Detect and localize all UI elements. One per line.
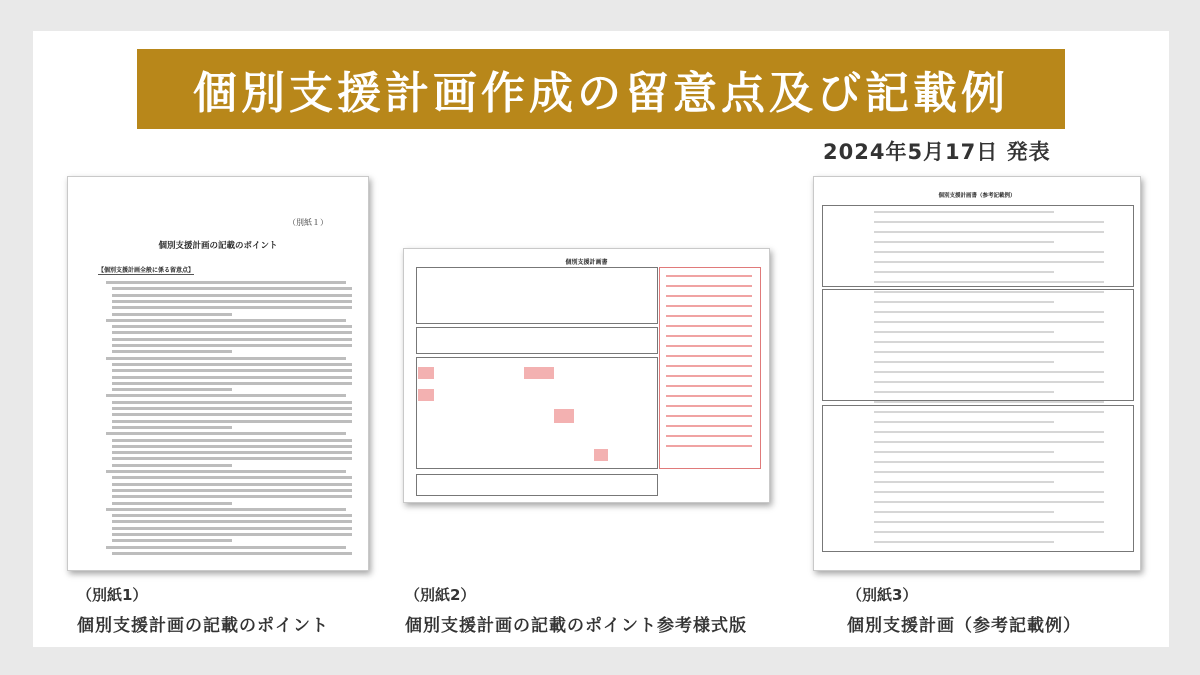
- annotation-line: [666, 345, 752, 347]
- text-line: [874, 451, 1054, 453]
- annotation-line: [666, 435, 752, 437]
- text-line: [112, 520, 352, 523]
- highlight-cell: [594, 449, 608, 461]
- text-line: [874, 391, 1054, 393]
- text-line: [106, 546, 346, 549]
- text-line: [874, 341, 1104, 343]
- text-line: [112, 483, 352, 486]
- text-line: [874, 371, 1104, 373]
- text-line: [112, 489, 352, 492]
- text-line: [112, 502, 232, 505]
- form-cell: [416, 327, 658, 354]
- annotation-line: [666, 405, 752, 407]
- text-line: [112, 313, 232, 316]
- text-line: [106, 508, 346, 511]
- sheet-title: 個別支援計画書: [565, 259, 608, 266]
- text-line: [112, 325, 352, 328]
- sheet-label: （別紙１）: [288, 218, 328, 227]
- annotation-line: [666, 415, 752, 417]
- annotation-line: [666, 285, 752, 287]
- annotation-line: [666, 425, 752, 427]
- form-cell: [416, 474, 658, 496]
- text-line: [874, 241, 1054, 243]
- document-thumbnail-2[interactable]: [403, 248, 770, 503]
- text-line: [112, 338, 352, 341]
- text-line: [106, 281, 346, 284]
- text-line: [112, 350, 232, 353]
- text-line: [112, 344, 352, 347]
- text-line: [874, 401, 1104, 403]
- form-cell: [822, 405, 1134, 552]
- text-line: [112, 533, 352, 536]
- text-line: [112, 369, 352, 372]
- annotation-line: [666, 395, 752, 397]
- annotation-line: [666, 335, 752, 337]
- sheet-title: 個別支援計画書（参考記載例）: [938, 193, 1016, 199]
- text-line: [874, 261, 1104, 263]
- text-line: [874, 251, 1104, 253]
- text-line: [112, 300, 352, 303]
- annotation-line: [666, 325, 752, 327]
- slide: [33, 31, 1169, 647]
- text-line: [874, 291, 1104, 293]
- annotation-line: [666, 445, 752, 447]
- document-thumbnail-3[interactable]: [813, 176, 1141, 571]
- text-line: [112, 464, 232, 467]
- annotation-line: [666, 305, 752, 307]
- text-line: [112, 445, 352, 448]
- text-line: [112, 331, 352, 334]
- announcement-date: 2024年5月17日 発表: [823, 140, 1051, 164]
- text-line: [874, 511, 1054, 513]
- text-line: [112, 376, 352, 379]
- highlight-cell: [524, 367, 554, 379]
- text-line: [874, 361, 1054, 363]
- text-line: [106, 432, 346, 435]
- highlight-cell: [418, 367, 434, 379]
- annotation-line: [666, 295, 752, 297]
- caption-title: 個別支援計画（参考記載例）: [847, 616, 1081, 636]
- text-line: [874, 301, 1054, 303]
- text-line: [874, 491, 1104, 493]
- text-line: [112, 413, 352, 416]
- text-line: [874, 411, 1104, 413]
- text-line: [874, 281, 1104, 283]
- sheet-heading: 【個別支援計画全般に係る留意点】: [98, 267, 195, 274]
- text-line: [874, 441, 1104, 443]
- text-line: [112, 527, 352, 530]
- text-line: [874, 331, 1054, 333]
- text-line: [112, 401, 352, 404]
- form-cell: [416, 267, 658, 324]
- text-line: [106, 357, 346, 360]
- text-line: [874, 211, 1054, 213]
- caption-1: [77, 584, 329, 636]
- text-line: [874, 221, 1104, 223]
- caption-label: （別紙1）: [77, 586, 148, 604]
- text-line: [112, 495, 352, 498]
- text-line: [112, 294, 352, 297]
- text-line: [112, 476, 352, 479]
- annotation-line: [666, 355, 752, 357]
- text-line: [874, 421, 1054, 423]
- form-cell: [659, 267, 761, 469]
- text-line: [112, 420, 352, 423]
- highlight-cell: [554, 409, 574, 423]
- annotation-line: [666, 275, 752, 277]
- text-line: [874, 521, 1104, 523]
- text-line: [106, 319, 346, 322]
- annotation-line: [666, 385, 752, 387]
- text-line: [112, 539, 232, 542]
- text-line: [112, 514, 352, 517]
- text-line: [874, 481, 1054, 483]
- text-line: [112, 439, 352, 442]
- caption-label: （別紙3）: [847, 586, 918, 604]
- caption-3: [847, 584, 1081, 636]
- caption-title: 個別支援計画の記載のポイント: [77, 616, 329, 636]
- title-banner: [137, 49, 1065, 129]
- annotation-line: [666, 315, 752, 317]
- text-line: [112, 382, 352, 385]
- text-line: [112, 388, 232, 391]
- text-line: [874, 471, 1104, 473]
- text-line: [112, 451, 352, 454]
- text-line: [874, 231, 1104, 233]
- caption-2: [405, 584, 747, 636]
- text-line: [112, 306, 352, 309]
- text-line: [874, 351, 1104, 353]
- slide-title: 個別支援計画作成の留意点及び記載例: [193, 68, 1009, 119]
- text-line: [874, 431, 1104, 433]
- text-line: [112, 407, 352, 410]
- caption-label: （別紙2）: [405, 586, 476, 604]
- text-line: [112, 457, 352, 460]
- text-line: [874, 311, 1104, 313]
- text-line: [874, 461, 1104, 463]
- text-line: [874, 381, 1104, 383]
- text-line: [874, 501, 1104, 503]
- annotation-line: [666, 365, 752, 367]
- caption-title: 個別支援計画の記載のポイント参考様式版: [405, 616, 747, 636]
- sheet-title: 個別支援計画の記載のポイント: [158, 241, 278, 251]
- text-line: [112, 552, 352, 555]
- text-line: [112, 287, 352, 290]
- text-line: [874, 541, 1054, 543]
- text-line: [874, 531, 1104, 533]
- document-thumbnail-1[interactable]: [67, 176, 369, 571]
- form-cell: [822, 205, 1134, 287]
- text-line: [112, 363, 352, 366]
- text-line: [106, 470, 346, 473]
- highlight-cell: [418, 389, 434, 401]
- annotation-line: [666, 375, 752, 377]
- text-line: [874, 321, 1104, 323]
- form-cell: [822, 289, 1134, 401]
- text-line: [874, 271, 1054, 273]
- text-line: [112, 426, 232, 429]
- text-line: [106, 394, 346, 397]
